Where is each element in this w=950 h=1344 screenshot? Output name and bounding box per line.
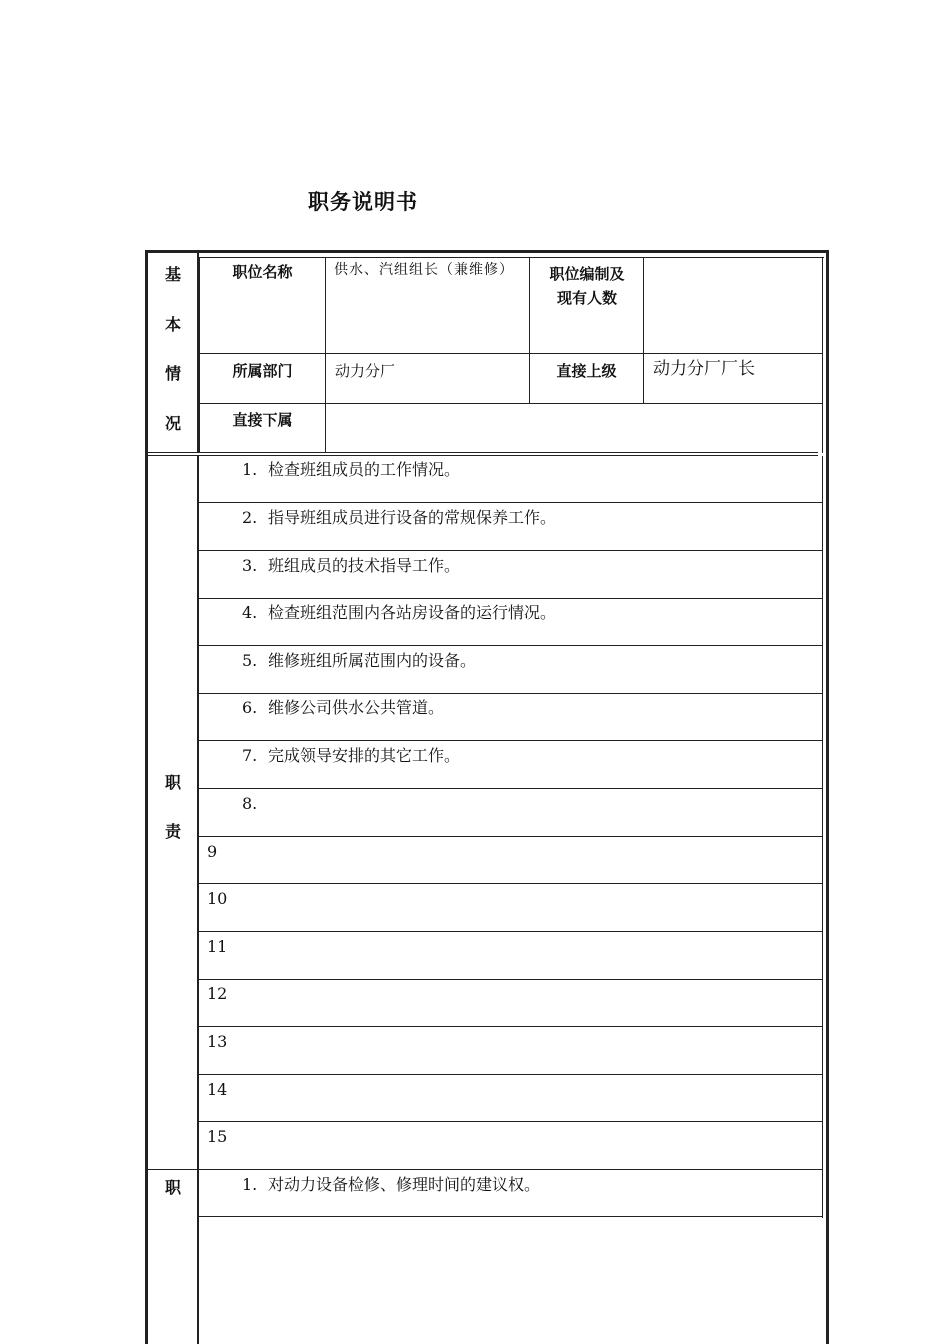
duty-item: 14 <box>207 1080 228 1099</box>
duty-item: 10 <box>207 889 228 908</box>
divider <box>199 550 823 551</box>
divider <box>199 1216 823 1217</box>
headcount-label: 职位编制及现有人数 <box>549 265 625 307</box>
divider <box>148 452 818 453</box>
divider <box>148 1169 823 1170</box>
duty-item: 2. 指导班组成员进行设备的常规保养工作。 <box>242 508 557 527</box>
basic-side-label: 基 <box>164 265 181 284</box>
duty-item: 15 <box>207 1127 228 1146</box>
authority-side-label: 职 <box>164 1178 181 1197</box>
divider <box>199 645 823 646</box>
divider <box>199 883 823 884</box>
divider <box>199 836 823 837</box>
divider <box>199 353 823 354</box>
divider <box>199 788 823 789</box>
divider <box>199 979 823 980</box>
basic-side-label: 本 <box>164 315 181 334</box>
page-title: 职务说明书 <box>308 190 418 214</box>
duty-item: 4. 检查班组范围内各站房设备的运行情况。 <box>242 603 557 622</box>
divider <box>148 455 818 456</box>
divider <box>199 1121 823 1122</box>
duty-item: 8. <box>242 794 258 813</box>
duty-item: 11 <box>207 937 228 956</box>
authority-item: 1. 对动力设备检修、修理时间的建议权。 <box>242 1175 541 1194</box>
duty-item: 5. 维修班组所属范围内的设备。 <box>242 651 477 670</box>
basic-side-label: 情 <box>164 364 181 383</box>
divider <box>199 1074 823 1075</box>
duty-item: 3. 班组成员的技术指导工作。 <box>242 556 461 575</box>
divider <box>199 931 823 932</box>
divider <box>325 257 326 453</box>
divider <box>199 403 823 404</box>
duty-item: 9 <box>207 842 218 861</box>
department-label: 所属部门 <box>232 362 293 380</box>
duty-item: 1. 检查班组成员的工作情况。 <box>242 460 461 479</box>
duty-item: 13 <box>207 1032 228 1051</box>
divider <box>199 1026 823 1027</box>
divider <box>822 257 823 453</box>
divider <box>199 598 823 599</box>
position-name-label: 职位名称 <box>232 263 293 281</box>
divider <box>197 456 199 1344</box>
duty-item: 7. 完成领导安排的其它工作。 <box>242 746 461 765</box>
basic-side-label: 况 <box>164 414 181 433</box>
position-name-value: 供水、汽组组长（兼维修） <box>334 262 514 278</box>
divider <box>199 740 823 741</box>
duty-item: 6. 维修公司供水公共管道。 <box>242 698 445 717</box>
duty-item: 12 <box>207 984 228 1003</box>
subordinate-label: 直接下属 <box>232 411 293 429</box>
duties-side-label: 职 <box>164 773 181 792</box>
divider <box>199 502 823 503</box>
department-value: 动力分厂 <box>335 362 396 380</box>
divider <box>529 257 530 403</box>
divider <box>199 693 823 694</box>
divider <box>643 257 644 403</box>
superior-value: 动力分厂厂长 <box>653 359 755 379</box>
superior-label: 直接上级 <box>556 362 617 380</box>
duties-side-label: 责 <box>164 822 181 841</box>
divider <box>822 456 823 1218</box>
